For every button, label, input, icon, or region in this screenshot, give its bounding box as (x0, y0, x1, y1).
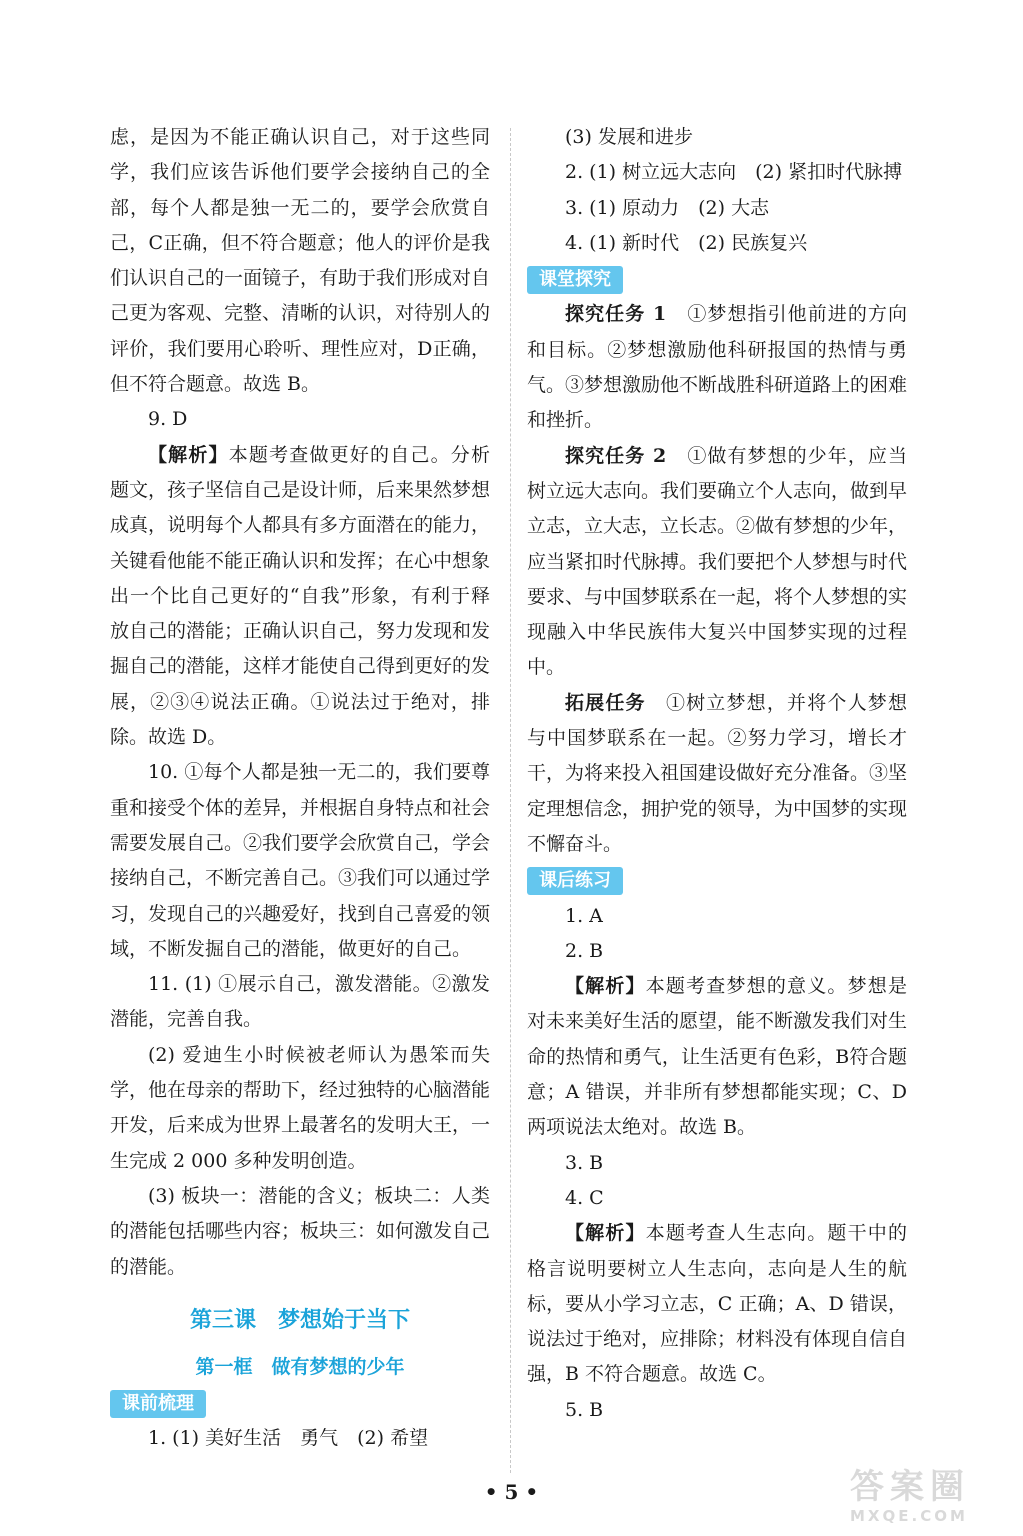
extension-task (527, 686, 907, 862)
task-text: ①梦想指引他前进的方向和目标。②梦想激励他科研报国的热情与勇气。③梦想激励他不断战胜科研道路上的困难和挫折。 (527, 303, 908, 432)
preview-answer-2: 2. (1) 树立远大志向 (2) 紧扣时代脉搏 (565, 161, 903, 184)
watermark-logo (850, 1468, 1016, 1530)
column-divider (510, 128, 511, 1473)
task-label: 探究任务 1 (565, 303, 667, 326)
answer-11-3: (3) 板块一：潜能的含义；板块二：人类的潜能包括哪些内容；板块三：如何激发自己的潜能。 (110, 1184, 491, 1278)
exercise-answer-2: 2. B (565, 939, 604, 962)
page-number: • 5 • (484, 1480, 539, 1504)
exercise-answer-3: 3. B (565, 1151, 604, 1174)
task-text: ①做有梦想的少年，应当树立远大志向。我们要确立个人志向，做到早立志，立大志，立长志。②做有梦想的少年，应当紧扣时代脉搏。我们要把个人梦想与时代要求、与中国梦联系在一起，将个人梦想的实现融入中华民族伟大复兴中国梦实现的过程中。 (527, 444, 908, 679)
task-text: ①树立梦想，并将个人梦想与中国梦联系在一起。②努力学习，增长才干，为将来投入祖国建设做好充分准备。③坚定理想信念，拥护党的领导，为中国梦的实现不懈奋斗。 (527, 691, 908, 855)
analysis-9 (110, 438, 490, 756)
right-column (527, 120, 907, 1428)
analysis-text: 本题考查梦想的意义。梦想是对未来美好生活的愿望，能不断激发我们对生命的热情和勇气，让生活更有色彩，B符合题意；A 错误，并非所有梦想都能实现；C、D 两项说法太绝对。故选 B。 (527, 975, 908, 1139)
analysis-label: 【解析】 (565, 1222, 646, 1245)
lesson-title: 第三课 梦想始于当下 (189, 1307, 410, 1333)
preview-answer-3: 3. (1) 原动力 (2) 大志 (565, 196, 770, 219)
exercise-answer-4: 4. C (565, 1186, 604, 1209)
answer-11-2: (2) 爱迪生小时候被老师认为愚笨而失学，他在母亲的帮助下，经过独特的心脑潜能开发，后来成为世界上最著名的发明大王，一生完成 2 000 多种发明创造。 (110, 1043, 491, 1172)
preview-answer-1-3: (3) 发展和进步 (565, 126, 693, 148)
continued-paragraph: 虑，是因为不能正确认识自己，对于这些同学，我们应该告诉他们要学会接纳自己的全部，每个人都是独一无二的，要学会欣赏自己，C正确，但不符合题意；他人的评价是我们认识自己的一面镜子，有助于我们形成对自己更为客观、完整、清晰的认识，对待别人的评价，我们要用心聆听、理性应对，D正确，但不符合题意。故选 B。 (110, 126, 491, 396)
task-label: 拓展任务 (565, 691, 646, 714)
answer-9: 9. D (148, 408, 188, 431)
analysis-label: 【解析】 (148, 443, 229, 466)
analysis-label: 【解析】 (565, 975, 646, 998)
watermark-text: 答案圈 (850, 1467, 970, 1507)
analysis-text: 本题考查人生志向。题干中的格言说明要树立人生志向，志向是人生的航标，要从小学习立志，C 正确；A、D 错误，说法过于绝对，应排除；材料没有体现自信自强，B 不符合题意。故选 C。 (527, 1222, 908, 1386)
preview-answer-1: 1. (1) 美好生活 勇气 (2) 希望 (148, 1427, 429, 1450)
exercise-answer-5: 5. B (565, 1398, 604, 1421)
explore-task-1 (527, 297, 907, 438)
frame-title: 第一框 做有梦想的少年 (195, 1355, 405, 1378)
exercise-answer-1: 1. A (565, 904, 603, 927)
analysis-2 (527, 969, 907, 1145)
analysis-4 (527, 1216, 907, 1392)
analysis-text: 本题考查做更好的自己。分析题文，孩子坚信自己是设计师，后来果然梦想成真，说明每个人都具有多方面潜在的能力，关键看他能不能正确认识和发挥；在心中想象出一个比自己更好的“自我”形象，有利于释放自己的潜能；正确认识自己，努力发现和发掘自己的潜能，这样才能使自己得到更好的发展，②③④说法正确。①说法过于绝对，排除。故选 D。 (110, 443, 491, 749)
section-tag-preview: 课前梳理 (110, 1390, 206, 1418)
section-tag-explore: 课堂探究 (527, 266, 623, 294)
explore-task-2 (527, 439, 907, 686)
section-tag-after-class: 课后练习 (527, 867, 623, 895)
answer-10: 10. ①每个人都是独一无二的，我们要尊重和接受个体的差异，并根据自身特点和社会需要发展自己。②我们要学会欣赏自己，学会接纳自己，不断完善自己。③我们可以通过学习，发现自己的兴趣爱好，找到自己喜爱的领域，不断发掘自己的潜能，做更好的自己。 (110, 761, 491, 960)
watermark-url: MXQE.COM (850, 1507, 968, 1525)
task-label: 探究任务 2 (565, 444, 667, 467)
preview-answer-4: 4. (1) 新时代 (2) 民族复兴 (565, 231, 808, 254)
left-column (110, 120, 490, 1456)
answer-11-1: 11. (1) ①展示自己，激发潜能。②激发潜能，完善自我。 (110, 973, 490, 1031)
